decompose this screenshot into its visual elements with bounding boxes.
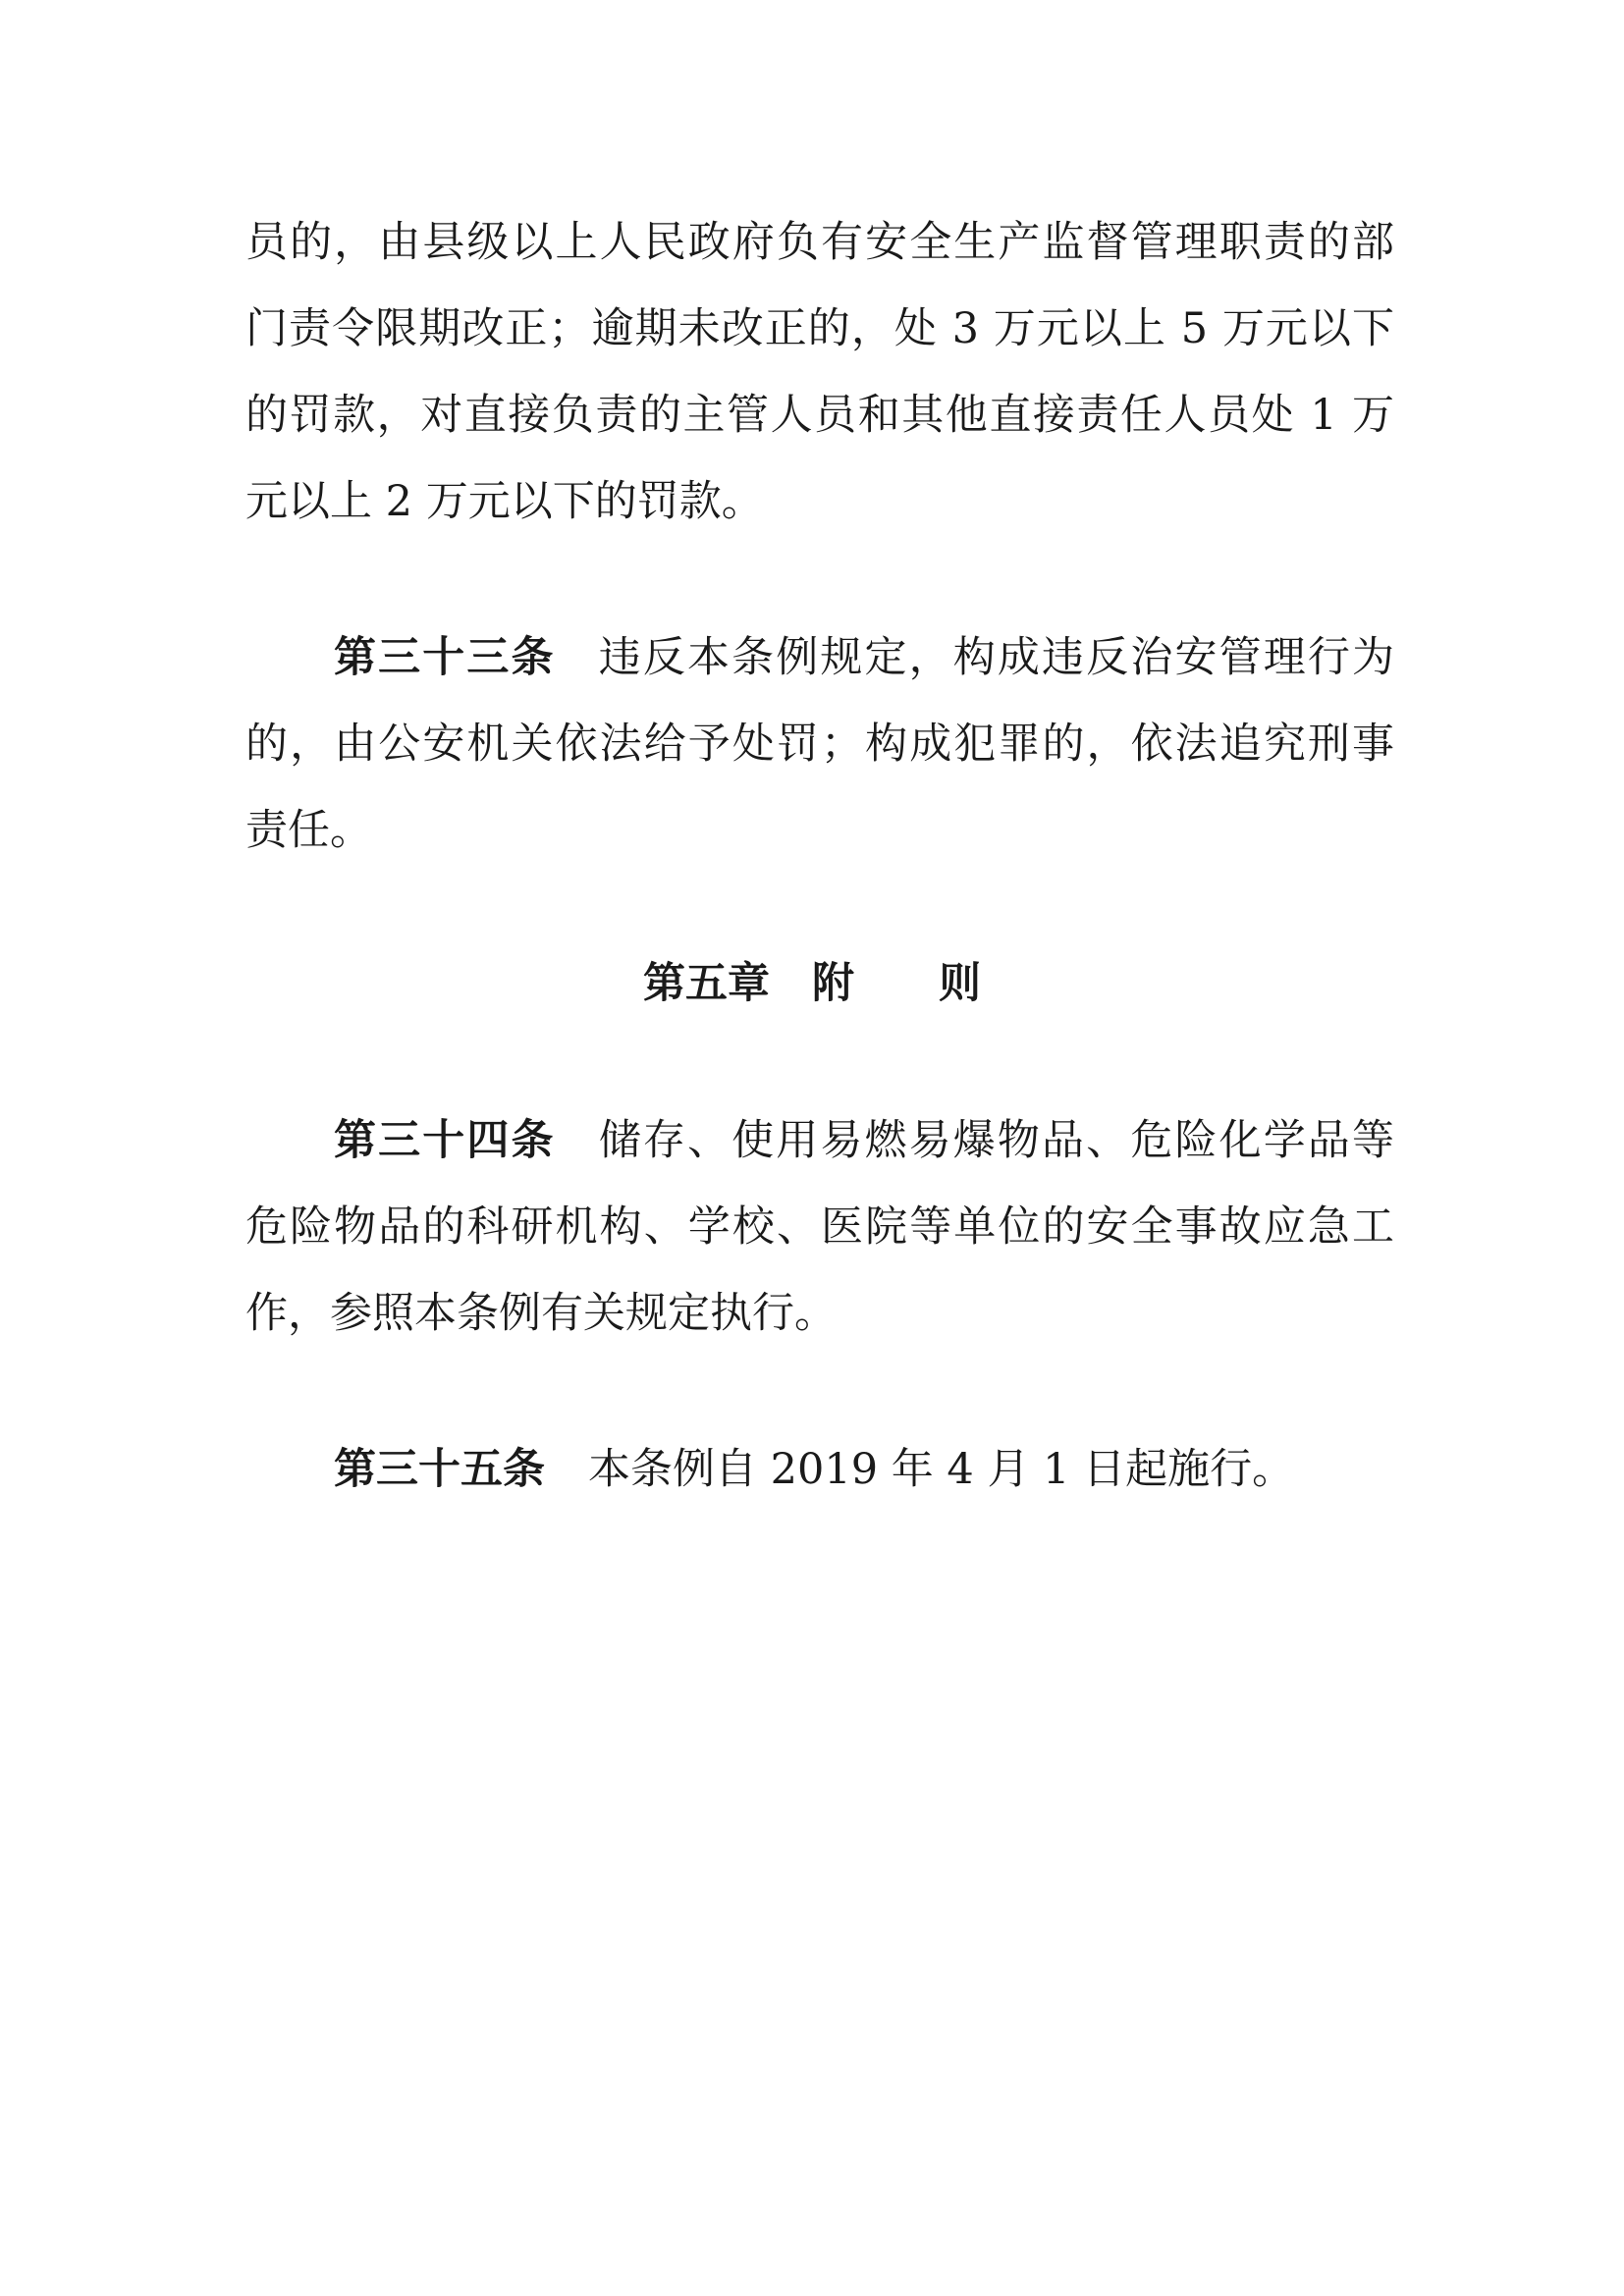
- paragraph-line: 元以上 2 万元以下的罚款。: [245, 477, 764, 526]
- article-34-text: 储存、使用易燃易爆物品、危险化学品等: [598, 1116, 1395, 1165]
- article-34-number: 第三十四条: [334, 1116, 556, 1165]
- article-35-number: 第三十五条: [334, 1445, 545, 1494]
- article-35-text: 本条例自 2019 年 4 月 1 日起施行。: [588, 1445, 1295, 1494]
- paragraph-line: 门责令限期改正；逾期未改正的，处 3 万元以上 5 万元以下: [245, 304, 1394, 353]
- article-35-line: [334, 1440, 1394, 1499]
- article-33-first-line: [334, 628, 1394, 687]
- chapter-heading: 第五章 附 则: [643, 959, 981, 1008]
- article-33-number: 第三十三条: [334, 633, 556, 682]
- article-33-text: 违反本条例规定，构成违反治安管理行为: [598, 633, 1395, 682]
- paragraph-line: 的，由公安机关依法给予处罚；构成犯罪的，依法追究刑事: [245, 720, 1394, 769]
- paragraph-line: 员的，由县级以上人民政府负有安全生产监督管理职责的部: [245, 218, 1394, 267]
- article-34-first-line: [334, 1111, 1394, 1170]
- paragraph-line: 危险物品的科研机构、学校、医院等单位的安全事故应急工: [245, 1202, 1394, 1252]
- paragraph-line: 的罚款，对直接负责的主管人员和其他直接责任人员处 1 万: [245, 391, 1394, 440]
- paragraph-line: 责任。: [245, 806, 372, 855]
- paragraph-line: 作，参照本条例有关规定执行。: [245, 1289, 837, 1338]
